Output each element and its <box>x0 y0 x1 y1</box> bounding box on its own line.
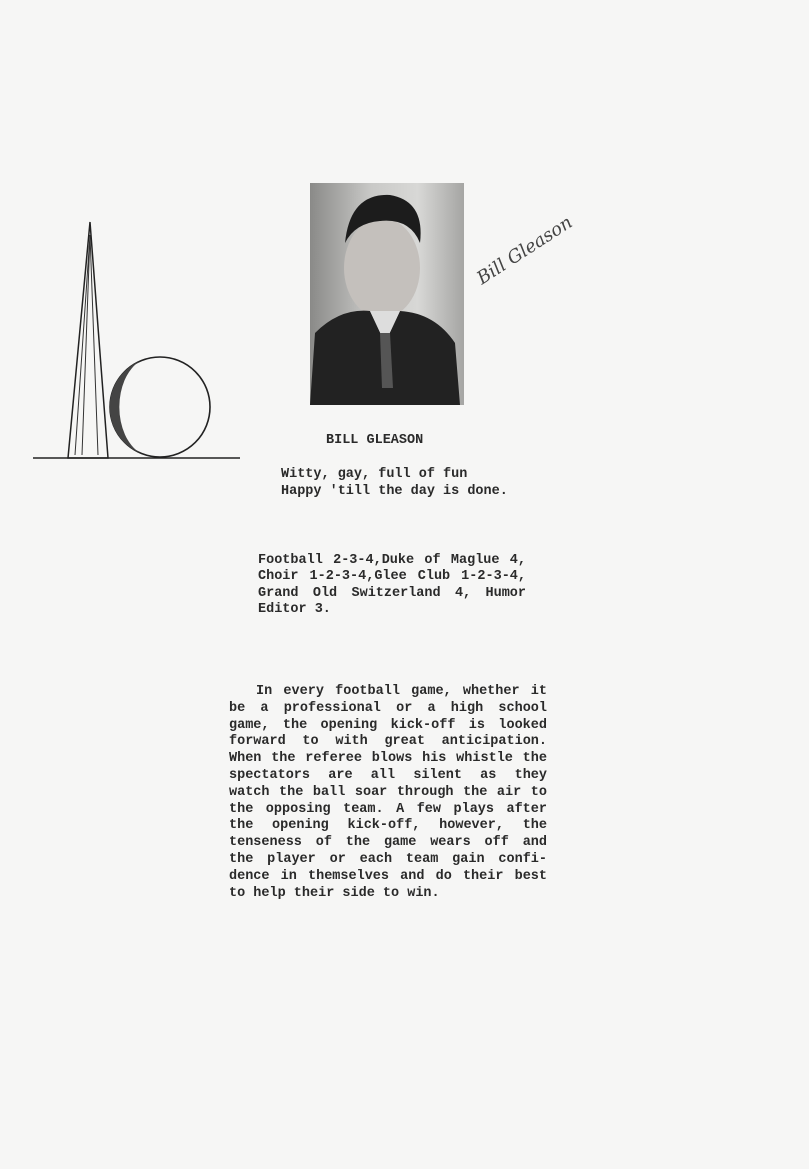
essay-line: game, the opening kick-off is looked <box>229 717 547 733</box>
activities-line: Grand Old Switzerland 4, Humor <box>258 586 526 601</box>
verse-line: Witty, gay, full of fun <box>281 467 468 482</box>
activities-line: Choir 1-2-3-4,Glee Club 1-2-3-4, <box>258 569 526 584</box>
verse-line: Happy 'till the day is done. <box>281 484 508 499</box>
activities-line: Editor 3. <box>258 602 331 617</box>
essay-line: spectators are all silent as they <box>229 768 547 783</box>
essay-line: When the referee blows his whistle the <box>229 751 547 767</box>
essay-line: the opposing team. A few plays after <box>229 801 547 817</box>
portrait-photo <box>310 183 464 405</box>
essay-line: the opening kick-off, however, the <box>229 818 547 834</box>
signature: Bill Gleason <box>473 211 577 290</box>
portrait-silhouette <box>310 183 464 405</box>
essay-line: the player or each team gain confi- <box>229 852 547 867</box>
essay-line: In every football game, whether it <box>256 684 547 699</box>
trylon-perisphere-drawing <box>30 215 245 465</box>
essay-line: forward to with great anticipation. <box>229 734 547 750</box>
essay-line: be a professional or a high school <box>229 700 547 716</box>
essay-line: dence in themselves and do their best <box>229 868 547 884</box>
essay-line: to help their side to win. <box>229 885 440 901</box>
student-name: BILL GLEASON <box>326 433 424 448</box>
essay-line: tenseness of the game wears off and <box>229 835 547 851</box>
essay-line: watch the ball soar through the air to <box>229 784 547 800</box>
activities-line: Football 2-3-4,Duke of Maglue 4, <box>258 553 526 568</box>
